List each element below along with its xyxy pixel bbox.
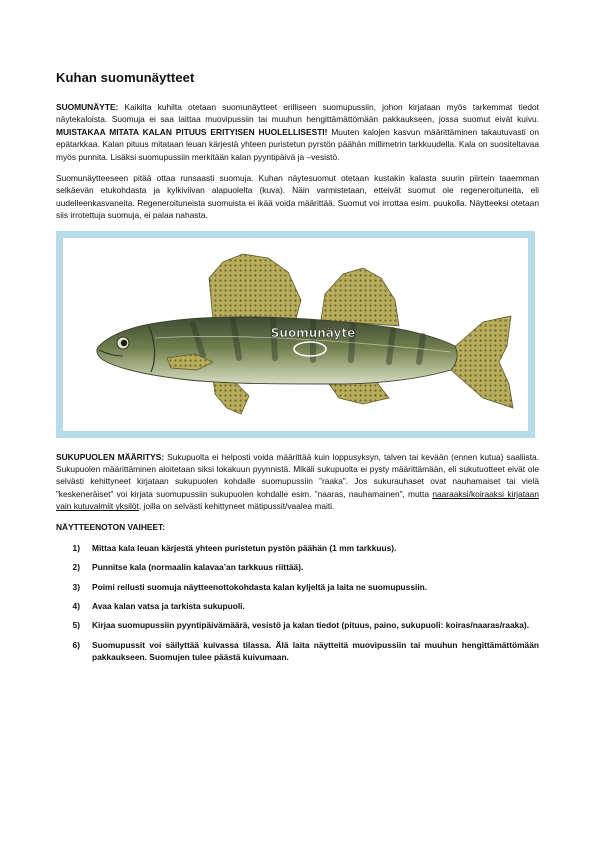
list-item: 1) Mittaa kala leuan kärjestä yhteen puristetun pystön päähän (1 mm tarkkuus). xyxy=(72,542,397,553)
steps-list xyxy=(56,542,539,664)
document-page xyxy=(56,70,539,671)
list-item: 4) Avaa kalan vatsa ja tarkista sukupuoli. xyxy=(72,600,245,611)
paragraph-sex-determination: SUKUPUOLEN MÄÄRITYS: Sukupuolta ei helposti voida määrittää kuin loppusyksyn, talven tai kevään (ennen kutua) saaliista. Sukupuolen määrittäminen aloitetaan siksi lokakuun pyynnistä. Mikäli sukupuolta ei pysty määrittämään, eli sukutuotteet eivät ole selvästi kehittyneet kirjataan sukupuolen kohdalle suomupussiin ”raaka”. Jos sukurauhaset ovat nauhamaiset tai vielä ”keskeneräiset” voi kirjata suomupussiin sukupuolen kohdalle esim. ”naaras, nauhamainen”, mutta naaraaksi/koiraaksi kirjataan vain kutuvalmiit yksilöt, joilla on selvästi kehittyneet mätipussit/vaalea maiti. xyxy=(56,451,540,512)
page-title: Kuhan suomunäytteet xyxy=(56,70,195,85)
list-item: 2) Punnitse kala (normaalin kalavaa’an tarkkuus riittää). xyxy=(72,562,304,573)
list-item: 6) Suomupussit voi säilyttää kuivassa tilassa. Älä laita näytteitä muovipussiin tai muuhun hengittämättömään pakkaukseen. Suomujen tulee päästä kuivumaan. xyxy=(72,639,539,663)
list-item: 5) Kirjaa suomupussiin pyyntipäivämäärä, vesistö ja kalan tiedot (pituus, paino, sukupuoli: koiras/naaras/raaka). xyxy=(72,620,530,631)
steps-heading: NÄYTTEENOTON VAIHEET: xyxy=(56,521,166,532)
sample-location-label: Suomunäyte xyxy=(270,325,356,340)
fish-image xyxy=(63,238,528,431)
zander-illustration xyxy=(63,238,528,431)
sex-determination-label: SUKUPUOLEN MÄÄRITYS: xyxy=(56,451,165,462)
scale-sample-label: SUOMUNÄYTE: xyxy=(56,102,119,112)
underlined-note: naaraaksi/koiraaksi kirjataan vain kutuvalmiit yksilöt xyxy=(56,488,539,512)
list-item: 3) Poimi reilusti suomuja näytteenottokohdasta kalan kyljeltä ja laita ne suomupussiin. xyxy=(72,581,428,592)
paragraph-sampling-location: Suomunäytteeseen pitää ottaa runsaasti suomuja. Kuhan näytesuomut otetaan kustakin kalasta suurin piirtein taaemman selkäevän etukohdasta ja kylkiviivan alapuolelta (kuva). Näin varmistetaan, etteivät suomut ole regeneroituneita, eli uudelleenkasvaneita. Regeneroituneista suomuista ei ikää voida määrittää. Suomut voi irrottaa esim. puukolla. Näytteeksi otetaan siis irrotettuja suomuja, ei palaa nahasta. xyxy=(56,173,539,221)
fish-figure xyxy=(56,231,535,438)
paragraph-scale-sample: SUOMUNÄYTE: Kaikilta kuhilta otetaan suomunäytteet erilliseen suomupussiin, johon kirjataan myös tarkemmat tiedot näytekaloista. Suomuja ei saa laittaa muovipussiin tai muuhun hengittämättömään pakkaukseen, jossa suomut eivät kuivu. MUISTAKAA MITATA KALAN PITUUS ERITYISEN HUOLELLISESTI! Muuten kalojen kasvun määrittäminen takautuvasti on epätarkkaa. Kalan pituus mitataan leuan kärjestä yhteen puristetun pyrstön päähän millimetrin tarkkuudella. Kala on suositeltavaa myös punnita. Lisäksi suomupussiin merkitään kalan pyyntipäivä ja –vesistö. xyxy=(56,102,539,162)
measure-warning: MUISTAKAA MITATA KALAN PITUUS ERITYISEN HUOLELLISESTI! xyxy=(56,126,328,137)
